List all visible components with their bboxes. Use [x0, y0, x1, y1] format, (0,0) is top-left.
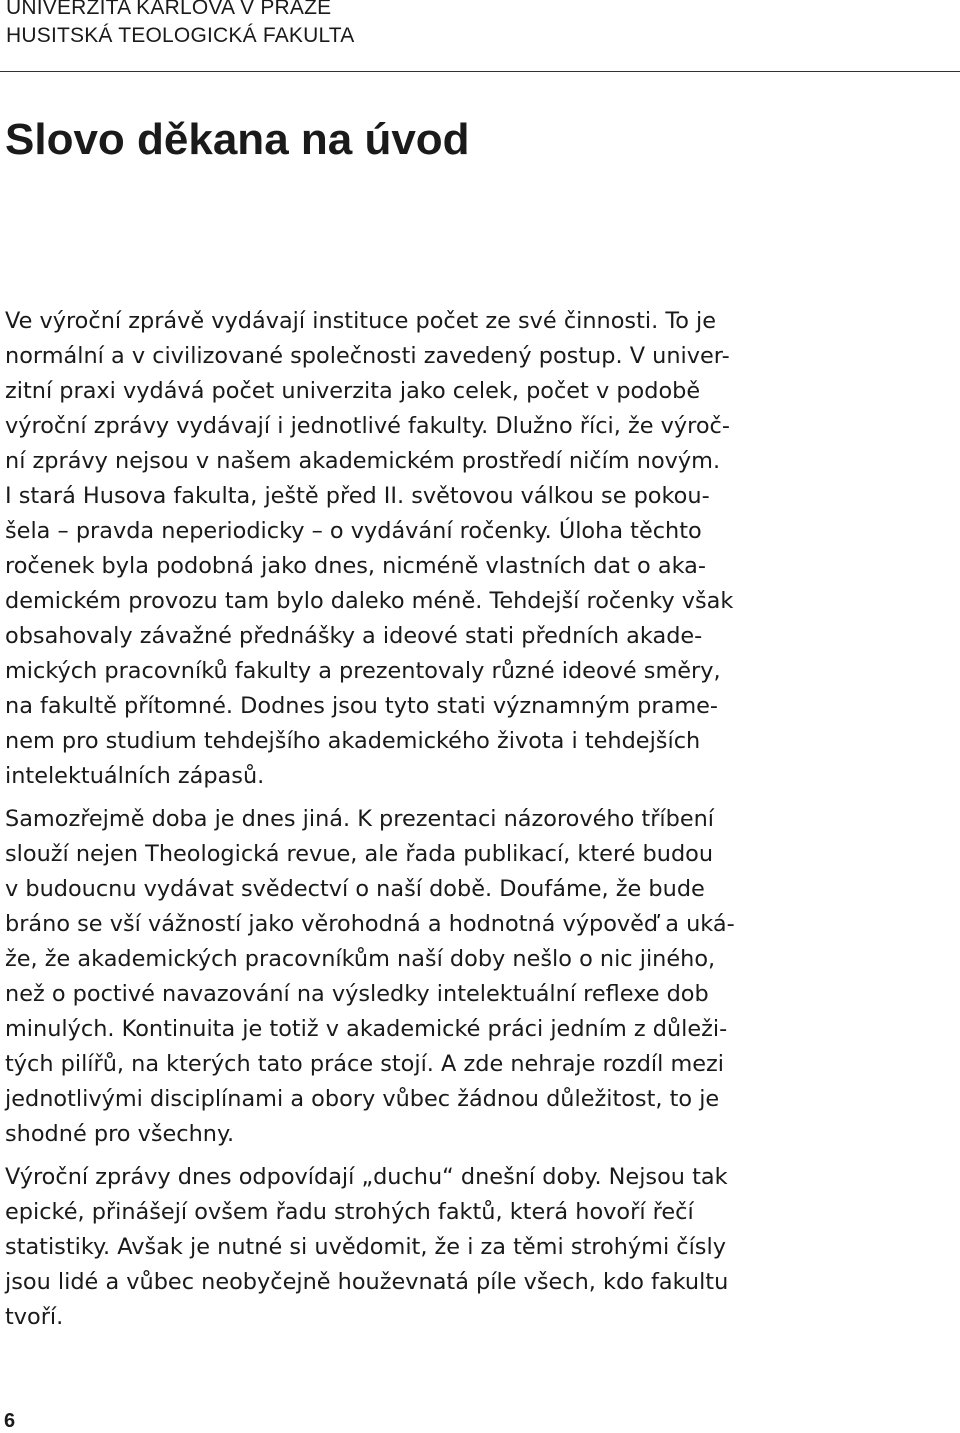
text-line: šela – pravda neperiodicky – o vydávání ročenky. Úloha těchto [5, 518, 702, 544]
page-title: Slovo děkana na úvod [5, 115, 470, 164]
text-line: že, že akademických pracovníkům naší doby nešlo o nic jiného, [5, 946, 716, 972]
page-number: 6 [4, 1410, 16, 1432]
university-name: UNIVERZITA KARLOVA V PRAZE [6, 0, 332, 19]
text-line: na fakultě přítomné. Dodnes jsou tyto stati významným prame- [5, 693, 718, 719]
text-line: bráno se vší vážností jako věrohodná a hodnotná výpověď a uká- [5, 911, 735, 937]
faculty-name: HUSITSKÁ TEOLOGICKÁ FAKULTA [6, 24, 355, 47]
running-header [6, 0, 355, 50]
text-line: tých pilířů, na kterých tato práce stojí. A zde nehraje rozdíl mezi [5, 1051, 725, 1077]
text-line: mických pracovníků fakulty a prezentovaly různé ideové směry, [5, 658, 721, 684]
text-line: intelektuálních zápasů. [5, 763, 265, 789]
paragraph [5, 802, 960, 1152]
paragraph [5, 304, 960, 794]
text-line: demickém provozu tam bylo daleko méně. Tehdejší ročenky však [5, 588, 734, 614]
text-line: nem pro studium tehdejšího akademického života i tehdejších [5, 728, 701, 754]
text-line: zitní praxi vydává počet univerzita jako celek, počet v podobě [5, 378, 701, 404]
text-line: ročenek byla podobná jako dnes, nicméně vlastních dat o aka- [5, 553, 706, 579]
body-text [5, 304, 960, 1335]
text-line: výroční zprávy vydávají i jednotlivé fakulty. Dlužno říci, že výroč- [5, 413, 730, 439]
text-line: normální a v civilizované společnosti zavedený postup. V univer- [5, 343, 730, 369]
header-divider [0, 71, 960, 72]
text-line: statistiky. Avšak je nutné si uvědomit, že i za těmi strohými čísly [5, 1234, 726, 1260]
text-line: Ve výroční zprávě vydávají instituce počet ze své činnosti. To je [5, 308, 717, 334]
text-line: minulých. Kontinuita je totiž v akademické práci jedním z důleži- [5, 1016, 728, 1042]
paragraph [5, 1160, 960, 1335]
text-line: ní zprávy nejsou v našem akademickém prostředí ničím novým. [5, 448, 721, 474]
text-line: jednotlivými disciplínami a obory vůbec žádnou důležitost, to je [5, 1086, 720, 1112]
text-line: tvoří. [5, 1304, 64, 1330]
text-line: epické, přinášejí ovšem řadu strohých faktů, která hovoří řečí [5, 1199, 694, 1225]
text-line: než o poctivé navazování na výsledky intelektuální reflexe dob [5, 981, 709, 1007]
text-line: Výroční zprávy dnes odpovídají „duchu“ dnešní doby. Nejsou tak [5, 1164, 728, 1190]
text-line: obsahovaly závažné přednášky a ideové stati předních akade- [5, 623, 703, 649]
text-line: slouží nejen Theologická revue, ale řada publikací, které budou [5, 841, 714, 867]
text-line: v budoucnu vydávat svědectví o naší době. Doufáme, že bude [5, 876, 705, 902]
text-line: shodné pro všechny. [5, 1121, 235, 1147]
text-line: I stará Husova fakulta, ještě před II. světovou válkou se pokou- [5, 483, 710, 509]
text-line: jsou lidé a vůbec neobyčejně houževnatá píle všech, kdo fakultu [5, 1269, 729, 1295]
text-line: Samozřejmě doba je dnes jiná. K prezentaci názorového tříbení [5, 806, 715, 832]
